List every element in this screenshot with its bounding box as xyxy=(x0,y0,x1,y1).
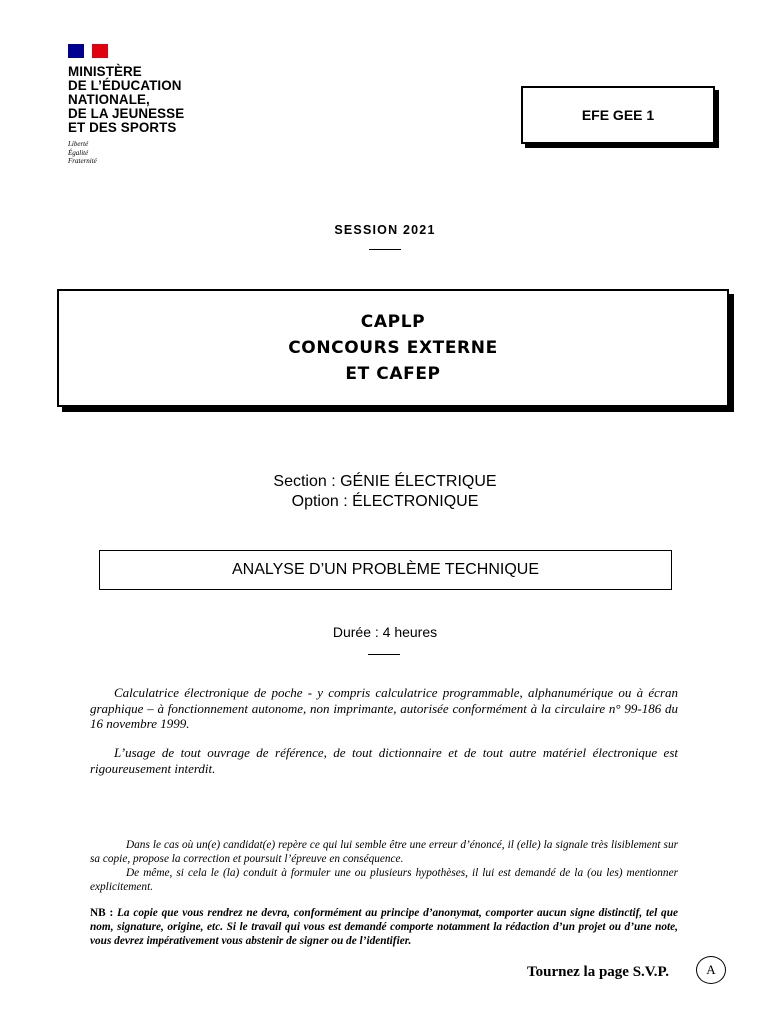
nb-notice xyxy=(90,906,678,948)
error-text-1: Dans le cas où un(e) candidat(e) repère ce qui lui semble être une erreur d’énoncé, il (elle) la signale très lisiblement sur sa copie, propose la correction et poursuit l’épreuve en conséquence. xyxy=(90,839,678,865)
marianne-flag-icon xyxy=(68,44,108,58)
divider xyxy=(368,654,400,655)
title-line: ET CAFEP xyxy=(345,364,441,384)
ministry-line: DE L’ÉDUCATION xyxy=(68,78,182,93)
exam-code-box xyxy=(521,86,715,144)
exam-code: EFE GEE 1 xyxy=(581,107,655,123)
version-letter: A xyxy=(706,962,716,977)
section-line: Section : GÉNIE ÉLECTRIQUE xyxy=(273,473,497,490)
nb-text: La copie que vous rendrez ne devra, conformément au principe d’anonymat, comporter aucun signe distinctif, tel que nom, signature, origine, etc. Si le travail qui vous est demandé comporte notamment la rédaction d’un projet ou d’une note, vous devrez impérativement vous abstenir de signer ou de l’identifier. xyxy=(90,907,678,947)
error-instructions xyxy=(90,838,678,894)
republic-motto xyxy=(68,140,218,166)
motto-line: Égalité xyxy=(68,148,89,157)
section-info xyxy=(0,472,770,512)
exam-subject: ANALYSE D’UN PROBLÈME TECHNIQUE xyxy=(231,561,540,578)
ministry-logo xyxy=(68,44,218,166)
ministry-name xyxy=(68,65,218,135)
motto-line: Liberté xyxy=(68,140,89,148)
error-text-2: De même, si cela le (la) conduit à formuler une ou plusieurs hypothèses, il lui est demandé de la (ou les) mentionner explicitement. xyxy=(90,867,678,893)
option-line: Option : ÉLECTRONIQUE xyxy=(291,493,479,510)
title-line: CAPLP xyxy=(360,312,426,332)
version-circle xyxy=(696,956,726,984)
exam-title-box xyxy=(57,289,729,407)
duration: Durée : 4 heures xyxy=(332,624,438,640)
calculator-text: Calculatrice électronique de poche - y compris calculatrice programmable, alphanumérique ou à écran graphique – à fonctionnement autonome, non imprimante, autorisée conformément à la circulaire n° 99-186 du 16 novembre 1999. xyxy=(90,685,678,731)
calculator-rule xyxy=(90,685,678,732)
reference-text: L’usage de tout ouvrage de référence, de tout dictionnaire et de tout autre matériel électronique est rigoureusement interdit. xyxy=(90,745,678,776)
ministry-line: ET DES SPORTS xyxy=(68,120,177,135)
turn-page-note: Tournez la page S.V.P. xyxy=(527,964,669,980)
ministry-line: NATIONALE, xyxy=(68,92,150,107)
exam-subject-box xyxy=(99,550,672,590)
motto-line: Fraternité xyxy=(68,157,97,165)
session-label: SESSION 2021 xyxy=(334,223,436,237)
divider xyxy=(369,249,401,250)
title-line: CONCOURS EXTERNE xyxy=(288,338,498,358)
ministry-line: DE LA JEUNESSE xyxy=(68,106,185,121)
ministry-line: MINISTÈRE xyxy=(68,64,142,79)
nb-label: NB : xyxy=(90,907,114,919)
reference-rule xyxy=(90,745,678,776)
